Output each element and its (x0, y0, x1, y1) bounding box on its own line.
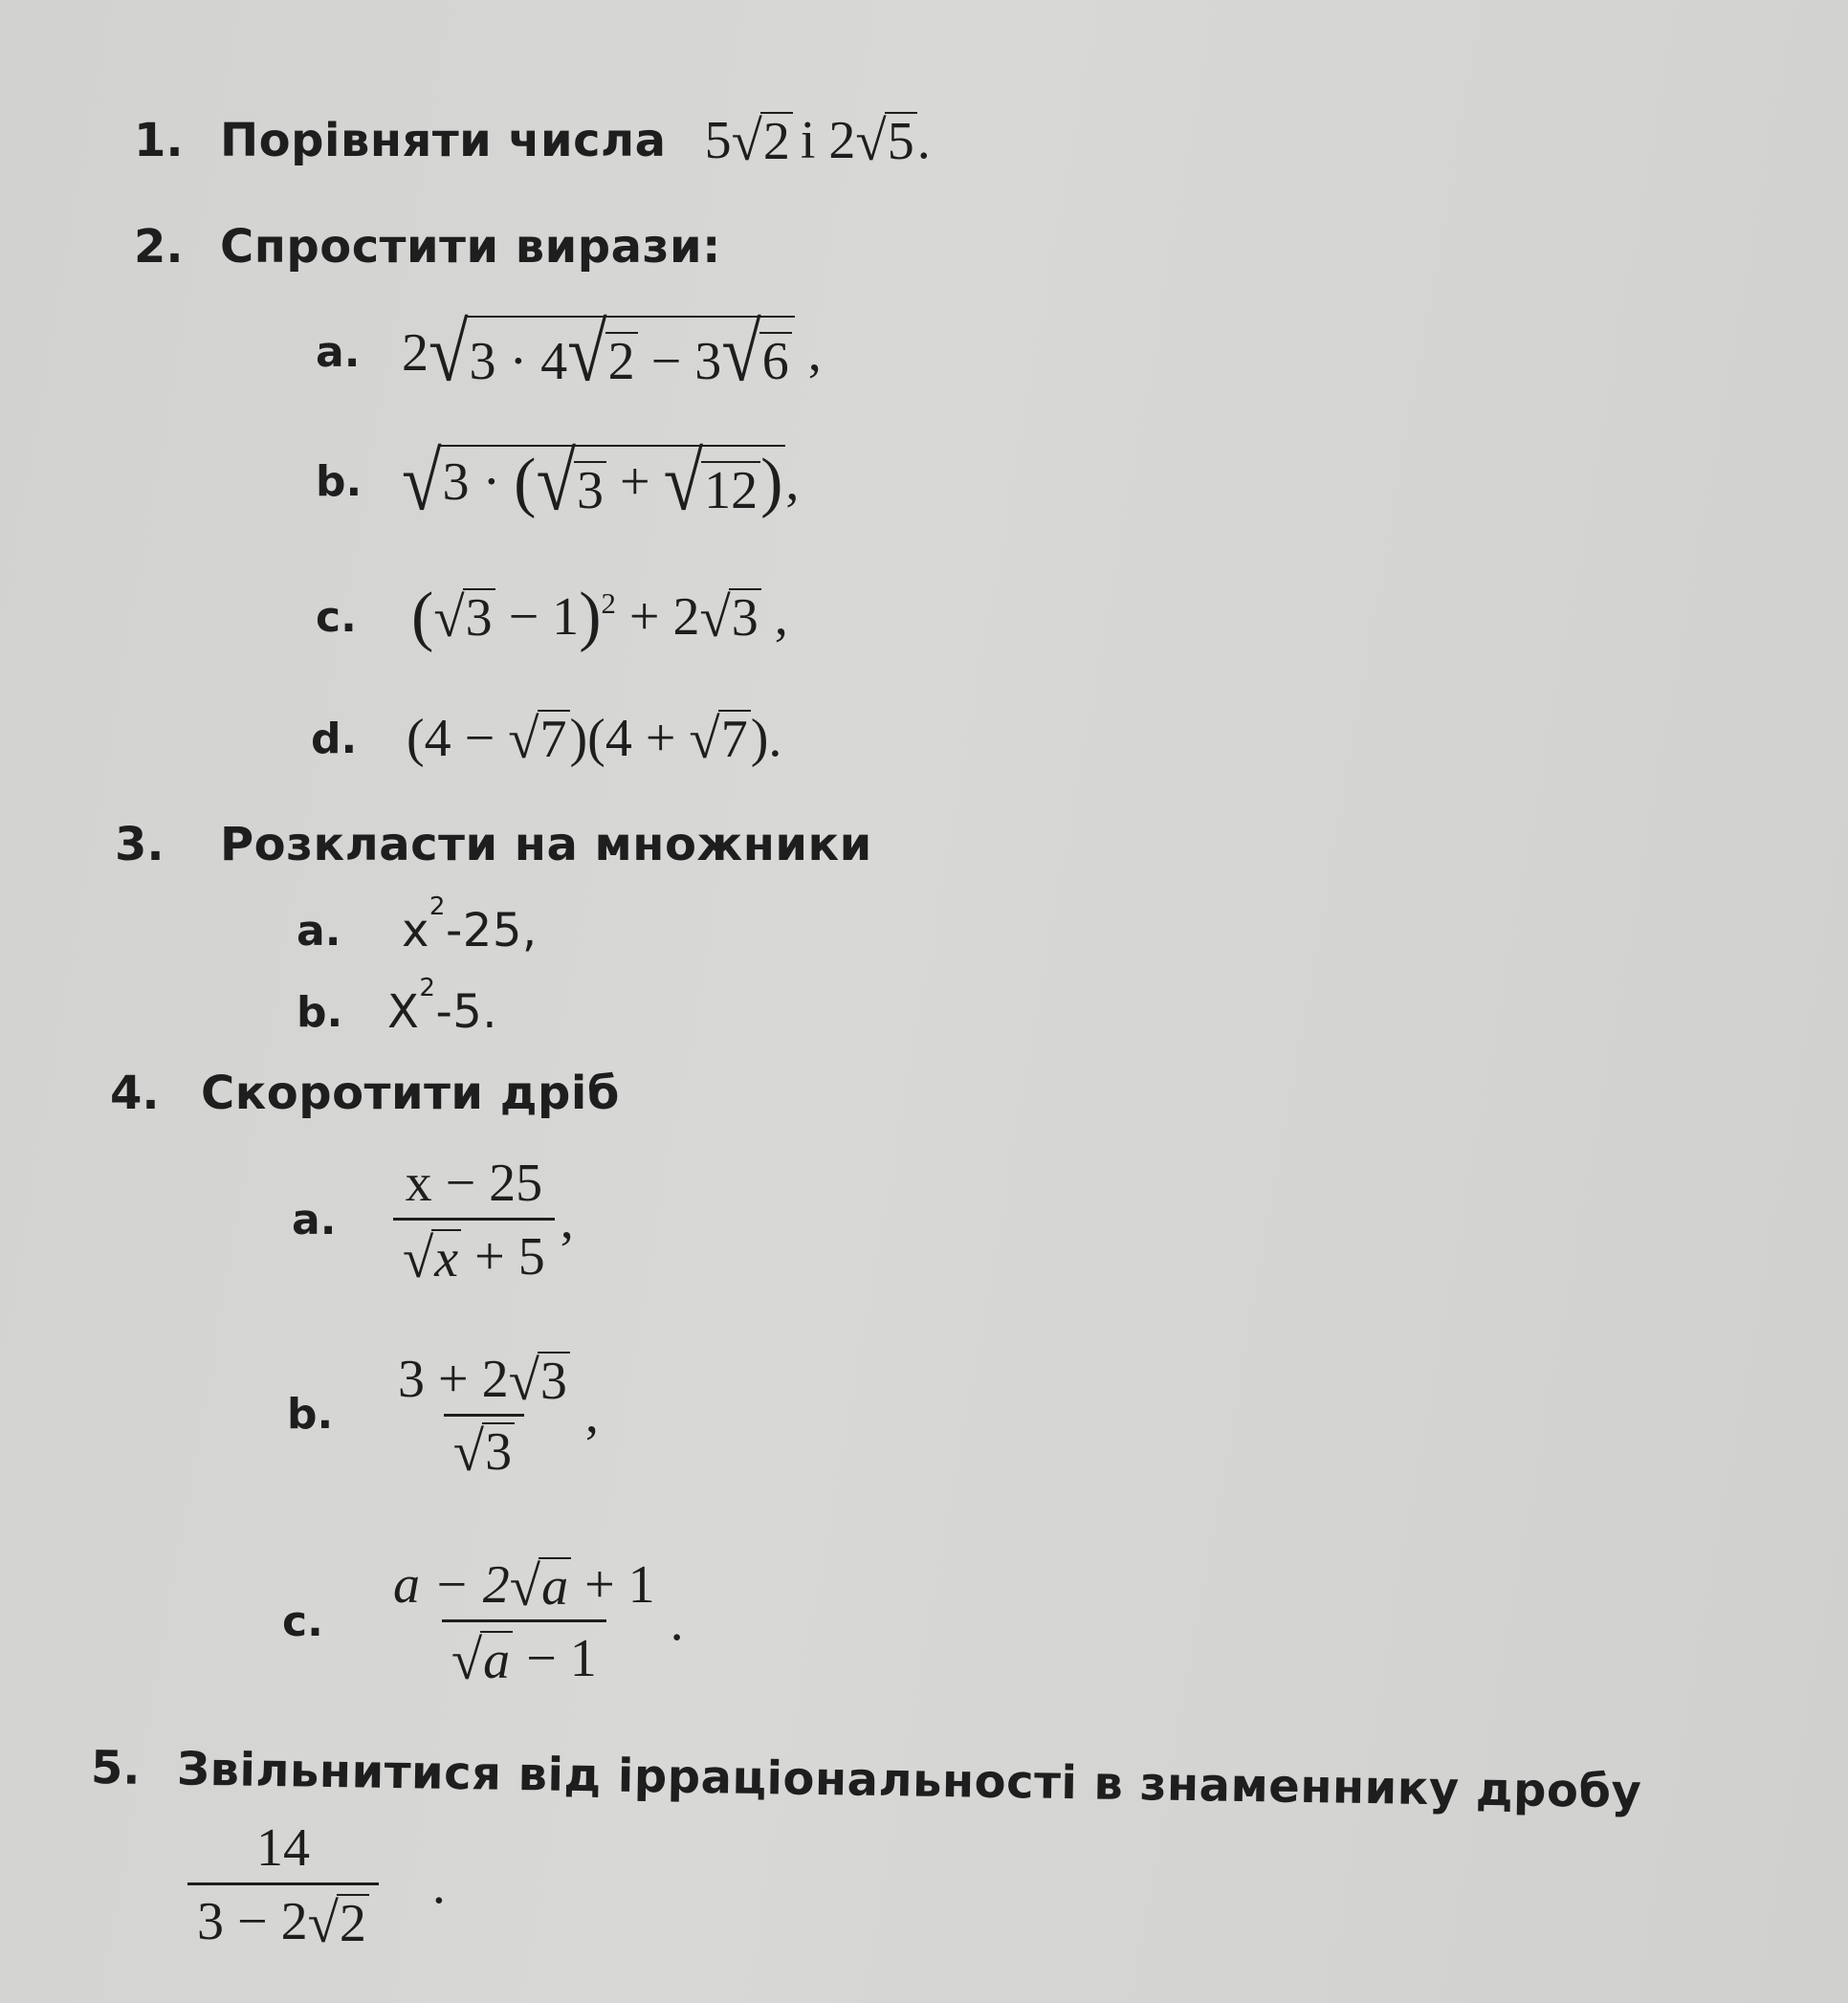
task-3b-label: b. (297, 987, 343, 1037)
task-3-text: Розкласти на множники (220, 818, 872, 871)
task-2 (134, 220, 721, 274)
task-4a: a. x − 25 √ x + 5 , (292, 1154, 574, 1290)
task-4-number: 4. (110, 1067, 160, 1120)
task-3a: a. $x^2-25$, (297, 892, 538, 957)
coef-5: 5 (704, 111, 732, 170)
task-5-fraction: 14 3 − 2 √ 2 . (182, 1817, 446, 1952)
sqrt-2: √ 2 (567, 318, 638, 390)
task-1-number: 1. (134, 114, 184, 167)
sqrt-3: √ 3 (700, 588, 761, 647)
sqrt-12: √ 12 (664, 447, 761, 519)
fraction: a − 2 √ a + 1 √ a − 1 (393, 1555, 655, 1692)
sqrt-3: √ 3 (509, 1352, 570, 1410)
sqrt-outer: √ 3 · 4 √ 2 − 3 √ 6 (429, 316, 795, 390)
task-3 (115, 818, 872, 871)
sqrt-3: √ 3 (453, 1422, 515, 1481)
sqrt-outer: √ 3 · ( √ 3 + √ 12 ) (402, 445, 785, 519)
task-2-number: 2. (134, 220, 184, 274)
sqrt-a: √ a (510, 1557, 571, 1616)
sqrt-7: √ 7 (508, 710, 569, 768)
sqrt-a: √ a (451, 1631, 513, 1689)
fraction: 3 + 2 √ 3 √ 3 (388, 1349, 580, 1481)
task-1-math: 5 √ 2 і 2 √ 5 . (704, 109, 931, 172)
sqrt-7: √ 7 (689, 710, 750, 768)
exponent: 2 (601, 586, 616, 620)
task-4b-label: b. (287, 1390, 334, 1440)
task-2a-label: a. (316, 328, 361, 378)
task-2d: d. (4 − √ 7 )(4 + √ 7 ). (311, 707, 782, 770)
sqrt-3: √ 3 (536, 447, 606, 519)
task-4c: c. a − 2 √ a + 1 √ a − 1 . (282, 1555, 684, 1692)
sqrt-5: √ 5 (855, 112, 916, 170)
task-1 (134, 110, 931, 171)
task-4c-label: c. (282, 1597, 323, 1646)
fraction: x − 25 √ x + 5 (393, 1153, 555, 1288)
task-3b: b. $X^2-5$. (297, 974, 498, 1039)
task-3-number: 3. (115, 818, 165, 871)
task-2b-label: b. (316, 457, 363, 507)
sqrt-2: √ 2 (732, 112, 793, 170)
task-5 (91, 1741, 1642, 1818)
task-4a-label: a. (292, 1196, 337, 1244)
task-5-text: Звільнитися від ірраціональності в знаменнику дробу (176, 1742, 1642, 1819)
task-5-number: 5. (90, 1741, 142, 1795)
sqrt-3: √ 3 (433, 588, 495, 647)
task-4 (110, 1067, 620, 1120)
task-2d-label: d. (311, 714, 358, 763)
task-2b: b. √ 3 · ( √ 3 + √ 12 ) , (316, 436, 800, 529)
fraction: 14 3 − 2 √ 2 (187, 1817, 379, 1952)
task-2a: a. 2 √ 3 · 4 √ 2 − 3 √ 6 , (316, 307, 822, 400)
conj-and-2: і 2 (800, 111, 856, 170)
sqrt-2: √ 2 (308, 1894, 369, 1952)
task-3a-label: a. (297, 906, 341, 956)
task-2-text: Спростити вирази: (220, 220, 721, 274)
task-2c-label: c. (316, 592, 357, 642)
sqrt-x: √ x (403, 1229, 461, 1288)
sqrt-6: √ 6 (721, 318, 792, 390)
task-4b: b. 3 + 2 √ 3 √ 3 , (287, 1350, 599, 1483)
task-4-text: Скоротити дріб (201, 1067, 620, 1120)
task-2c: c. ( √ 3 − 1 ) 2 + 2 √ 3 , (316, 580, 788, 653)
task-1-text: Порівняти числа (220, 114, 667, 167)
